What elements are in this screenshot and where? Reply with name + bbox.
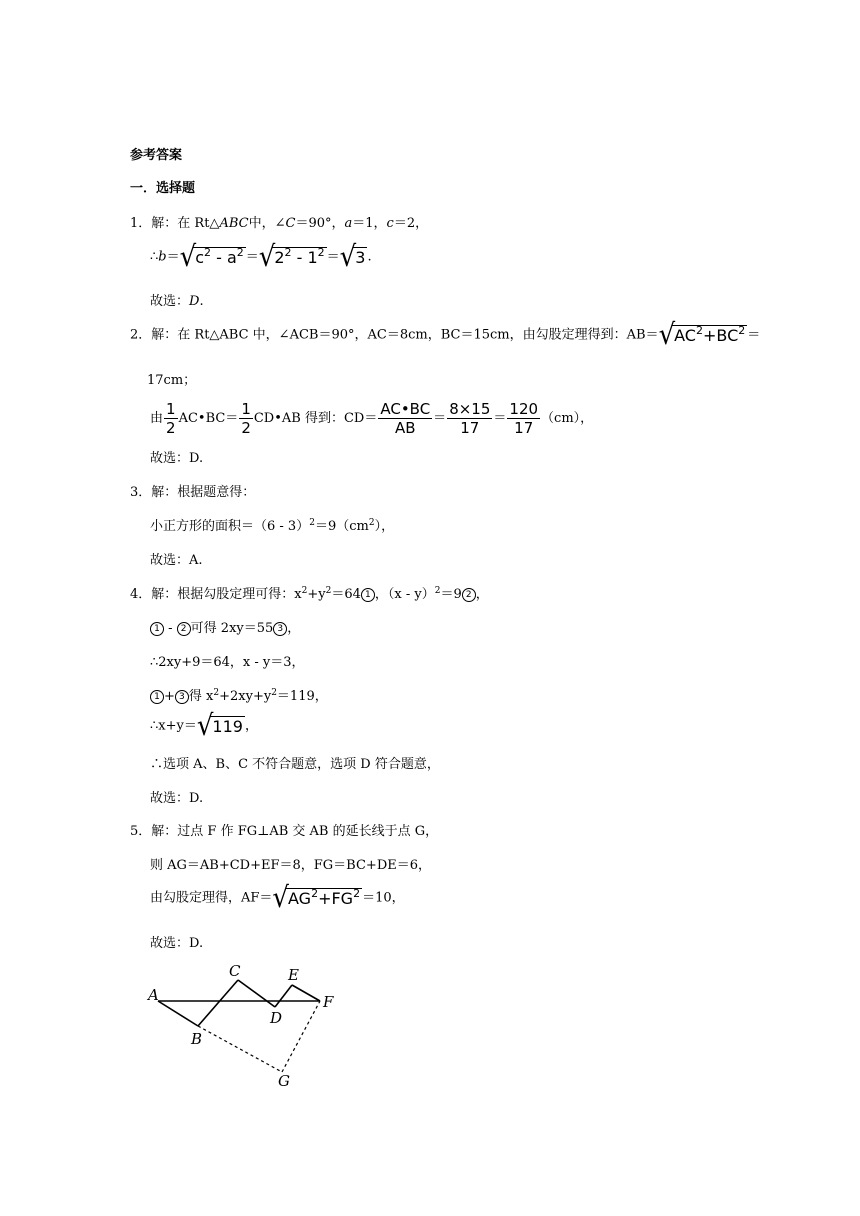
q5-line2: 则 AG＝AB+CD+EF＝8，FG＝BC+DE＝6，	[150, 858, 432, 873]
q4-line4: 1 + 3 得 $x^2+2xy+y^2=119$，	[150, 688, 328, 706]
label-c: C	[229, 962, 241, 980]
q3-post: ＝9（cm	[314, 519, 369, 534]
q4-line6: ∴选项 A、B、C 不符合题意，选项 D 符合题意，	[150, 757, 440, 772]
q5-rad-ag: AG	[288, 889, 312, 908]
q3-line1	[130, 484, 255, 502]
q2-f2n: 8×15	[449, 400, 491, 418]
q2-half-1	[164, 400, 178, 437]
q2-rad-bc: +BC	[702, 326, 739, 345]
q4-l4-end: ＝119，	[276, 689, 328, 704]
q1-c-val: ＝2，	[393, 216, 429, 231]
dashed-bg	[198, 1026, 282, 1072]
q4-number: 4．	[130, 587, 152, 602]
q5-number: 5．	[130, 824, 152, 839]
q4-end: ，	[475, 587, 489, 602]
q2-line2: 17cm；	[147, 373, 197, 388]
q4-radical: √119	[196, 709, 243, 743]
q4-l4-mid: +2xy+y	[219, 689, 272, 704]
q4-mid: +y	[307, 587, 326, 602]
q1-radical-1: $√c^2 - a^2$	[179, 240, 244, 274]
label-f: F	[323, 993, 334, 1011]
q1-equals-2: ＝	[245, 249, 259, 265]
q4-circle-2: 2	[462, 588, 476, 602]
q1-equals-3: ＝	[326, 249, 340, 265]
segment-cd	[238, 980, 275, 1007]
q4-l2-end: ，	[287, 621, 301, 636]
dashed-fg	[282, 1001, 320, 1072]
q2-number: 2．	[130, 327, 152, 343]
q2-half2-n: 1	[241, 400, 251, 418]
q3-line2: 小正方形的面积$=(6 - 3)^2=9(cm^2)$，	[150, 518, 395, 534]
label-e: E	[288, 966, 299, 984]
q1-text: 解：在 Rt△	[151, 216, 220, 231]
q2-radical: $√AC^2+BC^2$	[658, 318, 746, 352]
q3-number: 3．	[130, 485, 152, 500]
q2-f2d: 17	[460, 419, 480, 437]
q4-l5-end: ，	[244, 718, 258, 734]
q2-from: 由	[150, 411, 164, 426]
q1-line1	[130, 215, 428, 233]
q1-rad1-c: c	[195, 248, 204, 267]
q1-therefore: ∴	[150, 249, 159, 265]
q2-f1d: AB	[394, 419, 416, 437]
label-d: D	[270, 1009, 283, 1027]
q4-l2-circle-c: 3	[273, 622, 287, 636]
q2-eq-b: ＝	[493, 411, 507, 426]
section-title: 一．选择题	[130, 181, 196, 196]
q5-l3-pre: 由勾股定理得，AF＝	[150, 890, 273, 906]
label-a: A	[148, 986, 159, 1004]
q1-equals: ＝	[166, 249, 180, 265]
q1-answer	[150, 293, 204, 311]
q5-radical: $√AG^2+FG^2$	[272, 881, 361, 915]
q2-f1n: AC•BC	[380, 400, 431, 418]
q4-l2-minus: -	[164, 621, 177, 636]
label-b: B	[191, 1030, 203, 1048]
q4-b: ，（x - y）	[374, 587, 435, 602]
q1-answer-letter: D	[189, 294, 200, 309]
segment-bc	[198, 980, 238, 1026]
geometry-figure	[140, 958, 340, 1090]
q4-l4-plus: +	[164, 689, 175, 704]
q2-f3d: 17	[514, 419, 534, 437]
q4-l4-text: 得 x	[188, 689, 214, 704]
q4-rad-119: 119	[212, 717, 243, 736]
q2-frac-1	[378, 400, 432, 437]
q2-f3n: 120	[509, 400, 539, 418]
q5-line3	[150, 881, 405, 918]
q1-rad1-a: - a	[211, 248, 237, 267]
answer-heading: 参考答案	[130, 148, 183, 163]
q5-line1	[130, 823, 438, 841]
q2-unit: （cm），	[541, 411, 594, 426]
label-g: G	[278, 1072, 290, 1090]
q4-circle-1: 1	[361, 588, 375, 602]
q2-frac-2	[447, 400, 492, 437]
q4-l4-circle-a: 1	[150, 690, 164, 704]
q2-answer: 故选：D.	[150, 451, 204, 466]
q4-line3: ∴2xy+9＝64，x - y＝3，	[150, 655, 305, 670]
q3-answer: 故选：A.	[150, 553, 203, 568]
q4-line2	[150, 620, 300, 638]
q4-pre: 解：根据勾股定理可得：x	[151, 587, 302, 602]
q2-mid1: AC•BC＝	[178, 411, 239, 426]
q1-formula	[150, 240, 372, 277]
q1-number: 1．	[130, 216, 152, 231]
q1-radical-2: $√2^2 - 1^2$	[258, 240, 325, 274]
q4-l2-text: 可得 2xy＝55	[190, 621, 274, 636]
segment-de	[275, 985, 292, 1007]
q4-b2: ＝9	[440, 587, 462, 602]
q2-line3	[150, 400, 593, 442]
q4-l4-circle-b: 3	[175, 690, 189, 704]
q1-a-val: ＝1，	[352, 216, 387, 231]
q2-eq-a: ＝	[433, 411, 447, 426]
segment-ab	[158, 1001, 198, 1026]
q2-rad-ac: AC	[674, 326, 696, 345]
q4-line5	[150, 709, 258, 746]
q2-half-n: 1	[166, 400, 176, 418]
q4-l2-circle-b: 2	[177, 622, 191, 636]
q5-text: 解：过点 F 作 FG⊥AB 交 AB 的延长线于点 G，	[151, 824, 439, 839]
q1-c: C	[285, 216, 296, 231]
q4-answer: 故选：D.	[150, 791, 204, 806]
q1-a: a	[344, 216, 353, 231]
q3-end: ），	[374, 519, 395, 534]
q1-dot: .	[367, 249, 372, 265]
q4-line1: 4．解：根据勾股定理可得：$x^2+y^2=64$ 1 ，（x - y）$^2$＝9 2 ，	[130, 586, 489, 602]
q3-text: 解：根据题意得：	[151, 485, 256, 500]
q1-rad2-2: 2	[274, 248, 285, 267]
q2-frac-3	[507, 400, 540, 437]
q1-abc: ABC	[219, 216, 249, 231]
q5-answer: 故选：D.	[150, 936, 204, 951]
q2-eq-end: ＝	[747, 327, 761, 343]
q5-l3-end: ＝10，	[362, 890, 405, 906]
q2-line1	[130, 318, 761, 355]
q1-text2: 中，∠	[248, 216, 286, 231]
q2-half2-d: 2	[241, 419, 251, 437]
q3-pre: 小正方形的面积＝（6 - 3）	[150, 519, 310, 534]
q1-c2: c	[386, 216, 394, 231]
q2-half-d: 2	[166, 419, 176, 437]
q4-l5-pre: ∴x+y＝	[150, 718, 197, 734]
q2-text: 解：在 Rt△ABC 中，∠ACB＝90°，AC＝8cm，BC＝15cm，由勾股定理得到：AB＝	[151, 327, 659, 343]
q4-l2-circle-a: 1	[150, 622, 164, 636]
q4-eq: ＝64	[331, 587, 361, 602]
q1-b: b	[158, 249, 167, 265]
q2-mid2: CD•AB 得到：CD＝	[253, 411, 378, 426]
segment-ef	[292, 985, 320, 1001]
q1-radical-3: √3	[339, 240, 366, 274]
q1-answer-post: .	[199, 294, 204, 309]
q1-rad2-1: - 1	[291, 248, 318, 267]
q1-eq: ＝90°，	[295, 216, 345, 231]
q2-half-2	[239, 400, 253, 437]
q5-rad-fg: +FG	[318, 889, 354, 908]
q1-answer-pre: 故选：	[150, 294, 190, 309]
q1-sqrt3: 3	[355, 248, 366, 267]
